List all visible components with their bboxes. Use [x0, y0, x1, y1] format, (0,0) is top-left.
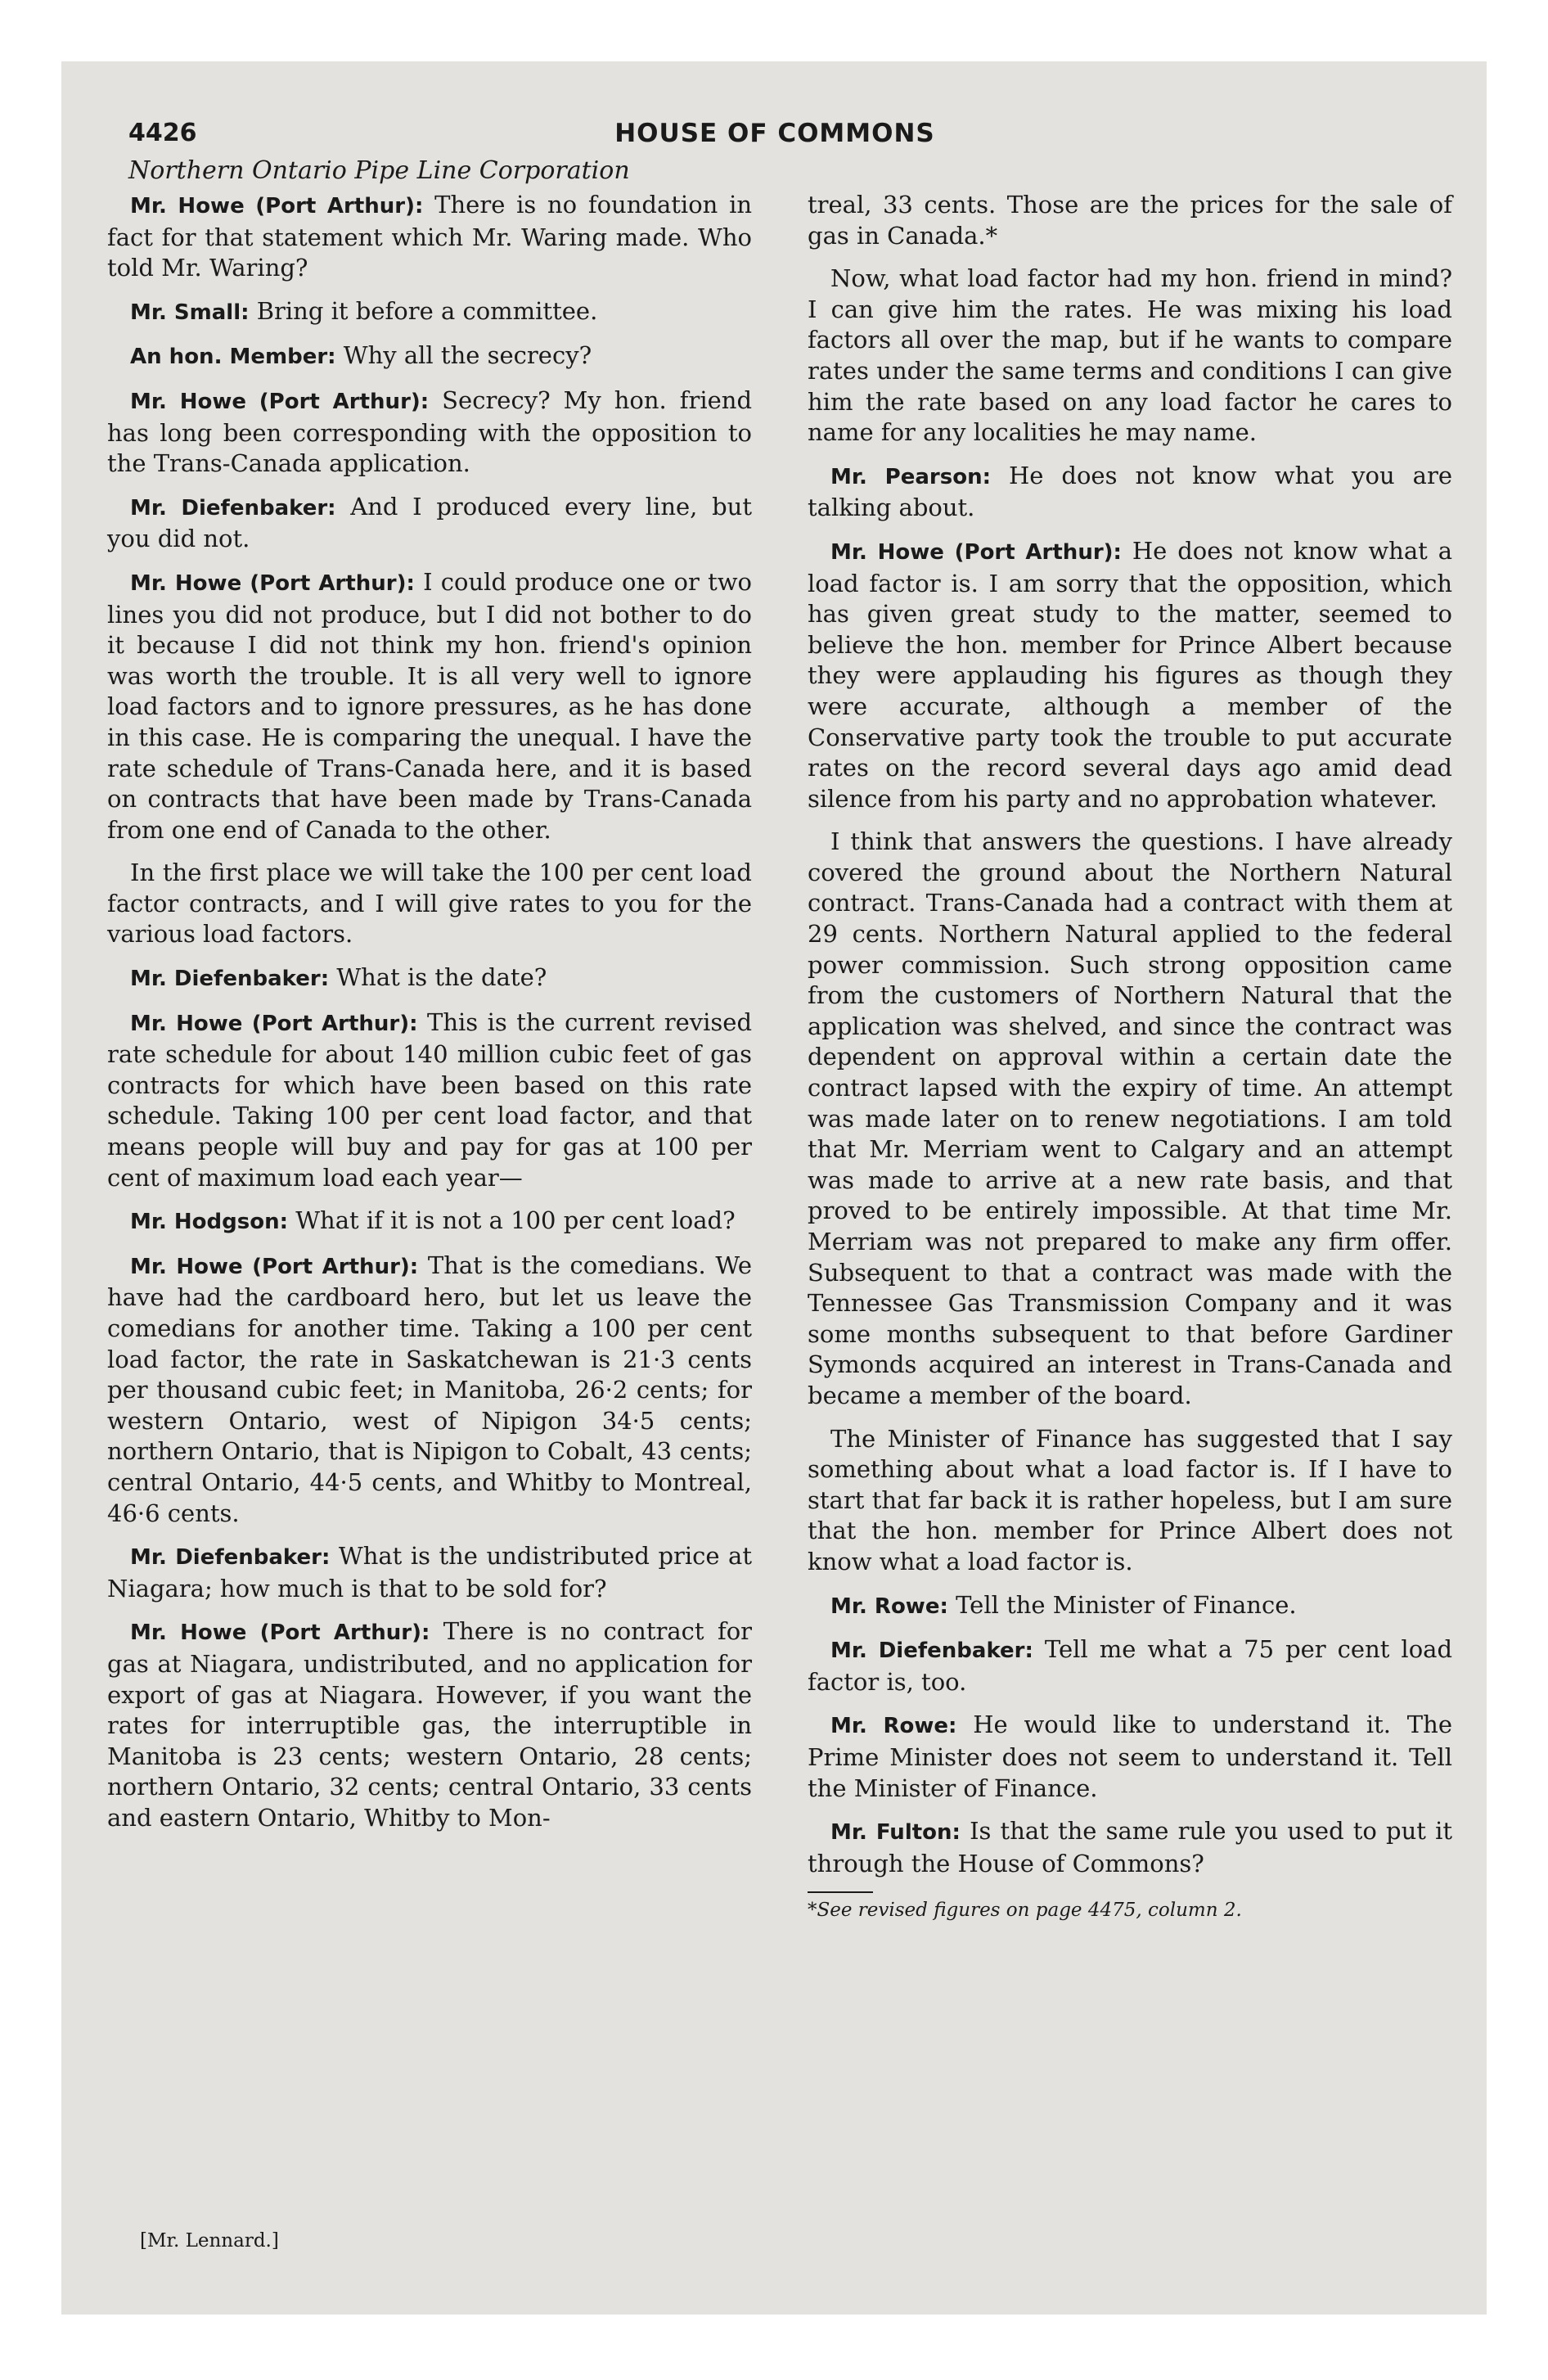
- speech-paragraph: [808, 827, 1452, 1411]
- speech-paragraph: [107, 1541, 752, 1604]
- speech-text: The Minister of Finance has suggested that I say something about what a load factor is. If I have to start that far back it is rather hopeless, but I am sure that the hon. member for Prince Albert does not know what a load factor is.: [808, 1424, 1452, 1575]
- speech-text: Bring it before a committee.: [256, 296, 598, 325]
- page-number: 4426: [128, 119, 197, 147]
- speech-paragraph: [808, 1424, 1452, 1578]
- speaker-name: Mr. Howe (Port Arthur):: [130, 389, 430, 414]
- left-column: [107, 190, 752, 1846]
- right-column: [808, 190, 1452, 1922]
- speaker-name: Mr. Howe (Port Arthur):: [130, 1620, 430, 1646]
- speech-paragraph: [107, 340, 752, 373]
- speech-paragraph: [107, 1616, 752, 1833]
- speech-text: That is the comedians. We have had the cardboard hero, but let us leave the comedians for another time. Taking a 100 per cent load factor, the rate in Saskatchewan is 21·3 cents per thousand cubic feet; in Manitoba, 26·2 cents; for western Ontario, west of Nipigon 34·5 cents; northern Ontario, that is Nipigon to Cobalt, 43 cents; central Ontario, 44·5 cents, and Whitby to Montreal, 46·6 cents.: [107, 1251, 753, 1527]
- speech-paragraph: [808, 461, 1452, 524]
- speech-text: Tell me what a 75 per cent load factor is, too.: [808, 1635, 1453, 1696]
- speech-text: He would like to understand it. The Prime Minister does not seem to understand it. Tell the Minister of Finance.: [808, 1711, 1452, 1802]
- speech-paragraph: [107, 190, 752, 284]
- speech-paragraph: [808, 1710, 1452, 1804]
- speaker-name: Mr. Diefenbaker:: [130, 967, 330, 992]
- speech-paragraph: [107, 1251, 752, 1529]
- speaker-name: Mr. Rowe:: [830, 1593, 948, 1619]
- speech-text: There is no contract for gas at Niagara, undistributed, and no application for export of gas at Niagara. However, if you want the rates for interruptible gas, the interruptible in Manitoba is 23 cents; western Ontario, 28 cents; northern Ontario, 32 cents; central Ontario, 33 cents and eastern Ontario, Whitby to Mon-: [107, 1617, 753, 1832]
- speaker-name: Mr. Fulton:: [830, 1820, 961, 1846]
- running-title: HOUSE OF COMMONS: [614, 119, 935, 148]
- speech-paragraph: [808, 190, 1452, 251]
- speech-text: I think that answers the questions. I have already covered the ground about the Northern Natural contract. Trans-Canada had a contract with them at 29 cents. Northern Natural applied to the federal power commission. Such strong opposition came from the customers of Northern Natural that the application was shelved, and since the contract was dependent on approval within a certain date the contract lapsed with the expiry of time. An attempt was made later on to renew negotiations. I am told that Mr. Merriam went to Calgary and an attempt was made to arrive at a new rate basis, and that proved to be entirely impossible. At that time Mr. Merriam was not prepared to make any firm offer. Subsequent to that a contract was made with the Tennessee Gas Transmission Company and it was some months subsequent to that before Gardiner Symonds acquired an interest in Trans-Canada and became a member of the board.: [808, 827, 1452, 1409]
- speech-text: What is the undistributed price at Niagara; how much is that to be sold for?: [107, 1542, 752, 1602]
- speech-paragraph: [107, 567, 752, 845]
- page-scan: [61, 61, 1487, 2315]
- footnote: *See revised figures on page 4475, column 2.: [808, 1900, 1242, 1922]
- speech-paragraph: [107, 858, 752, 950]
- speech-text: In the first place we will take the 100 per cent load factor contracts, and I will give rates to you for the various load factors.: [107, 859, 752, 949]
- speech-paragraph: [107, 385, 752, 480]
- speech-text: Tell the Minister of Finance.: [956, 1590, 1297, 1619]
- speech-paragraph: [107, 962, 752, 995]
- speaker-name: Mr. Small:: [130, 300, 250, 325]
- speech-text: This is the current revised rate schedule for about 140 million cubic feet of gas contracts for which have been based on this rate schedule. Taking 100 per cent load factor, and that means people will buy and pay for gas at 100 per cent of maximum load each year—: [107, 1007, 753, 1192]
- speech-text: And I produced every line, but you did not.: [107, 492, 752, 553]
- speaker-name: Mr. Howe (Port Arthur):: [130, 570, 415, 596]
- speech-text: What if it is not a 100 per cent load?: [295, 1206, 736, 1235]
- speech-paragraph: [107, 296, 752, 329]
- speaker-name: Mr. Diefenbaker:: [130, 495, 336, 521]
- speech-text: I could produce one or two lines you did not produce, but I did not bother to do it because I did not think my hon. friend's opinion was worth the trouble. It is all very well to ignore load factors and to ignore pressures, as he has done in this case. He is comparing the unequal. I have the rate schedule of Trans-Canada here, and it is based on contracts that have been made by Trans-Canada from one end of Canada to the other.: [107, 567, 753, 844]
- speech-paragraph: [808, 264, 1452, 449]
- speech-text: treal, 33 cents. Those are the prices for the sale of gas in Canada.*: [808, 191, 1452, 250]
- speaker-name: Mr. Howe (Port Arthur):: [130, 1254, 419, 1279]
- speaker-name: Mr. Hodgson:: [130, 1210, 289, 1235]
- speech-text: Is that the same rule you used to put it through the House of Commons?: [808, 1817, 1452, 1877]
- speech-paragraph: [107, 1206, 752, 1238]
- section-subject: Northern Ontario Pipe Line Corporation: [128, 156, 630, 185]
- speech-paragraph: [808, 536, 1452, 814]
- speaker-name: Mr. Pearson:: [830, 464, 991, 489]
- speech-text: Now, what load factor had my hon. friend in mind? I can give him the rates. He was mixing his load factors all over the map, but if he wants to compare rates under the same terms and conditions I can give him the rate based on any load factor he cares to name for any localities he may name.: [808, 264, 1452, 447]
- speech-paragraph: [808, 1590, 1452, 1623]
- speech-text: What is the date?: [336, 963, 547, 992]
- speaker-name: Mr. Howe (Port Arthur):: [130, 1011, 418, 1036]
- speaker-name: Mr. Diefenbaker:: [130, 1545, 331, 1571]
- speech-paragraph: [107, 1007, 752, 1194]
- speech-paragraph: [808, 1634, 1452, 1697]
- speech-text: There is no foundation in fact for that statement which Mr. Waring made. Who told Mr. Waring?: [107, 191, 753, 282]
- attribution: [Mr. Lennard.]: [140, 2230, 279, 2252]
- speaker-name: Mr. Diefenbaker:: [830, 1639, 1033, 1664]
- speaker-name: Mr. Howe (Port Arthur):: [830, 539, 1122, 565]
- page-header: [128, 119, 1421, 155]
- speech-paragraph: [107, 492, 752, 555]
- speaker-name: An hon. Member:: [130, 345, 336, 370]
- footnote-divider: [808, 1891, 873, 1893]
- speech-paragraph: [808, 1816, 1452, 1879]
- speech-text: Secrecy? My hon. friend has long been corresponding with the opposition to the Trans-Canada application.: [107, 385, 753, 478]
- speech-text: Why all the secrecy?: [343, 341, 592, 370]
- speaker-name: Mr. Howe (Port Arthur):: [130, 194, 424, 219]
- speaker-name: Mr. Rowe:: [830, 1714, 957, 1739]
- speech-text: He does not know what you are talking about.: [808, 461, 1452, 522]
- speech-text: He does not know what a load factor is. I am sorry that the opposition, which has given great study to the matter, seemed to believe the hon. member for Prince Albert because they were applauding his figures as though they were accurate, although a member of the Conservative party took the trouble to put accurate rates on the record several days ago amid dead silence from his party and no approbation whatever.: [808, 536, 1453, 813]
